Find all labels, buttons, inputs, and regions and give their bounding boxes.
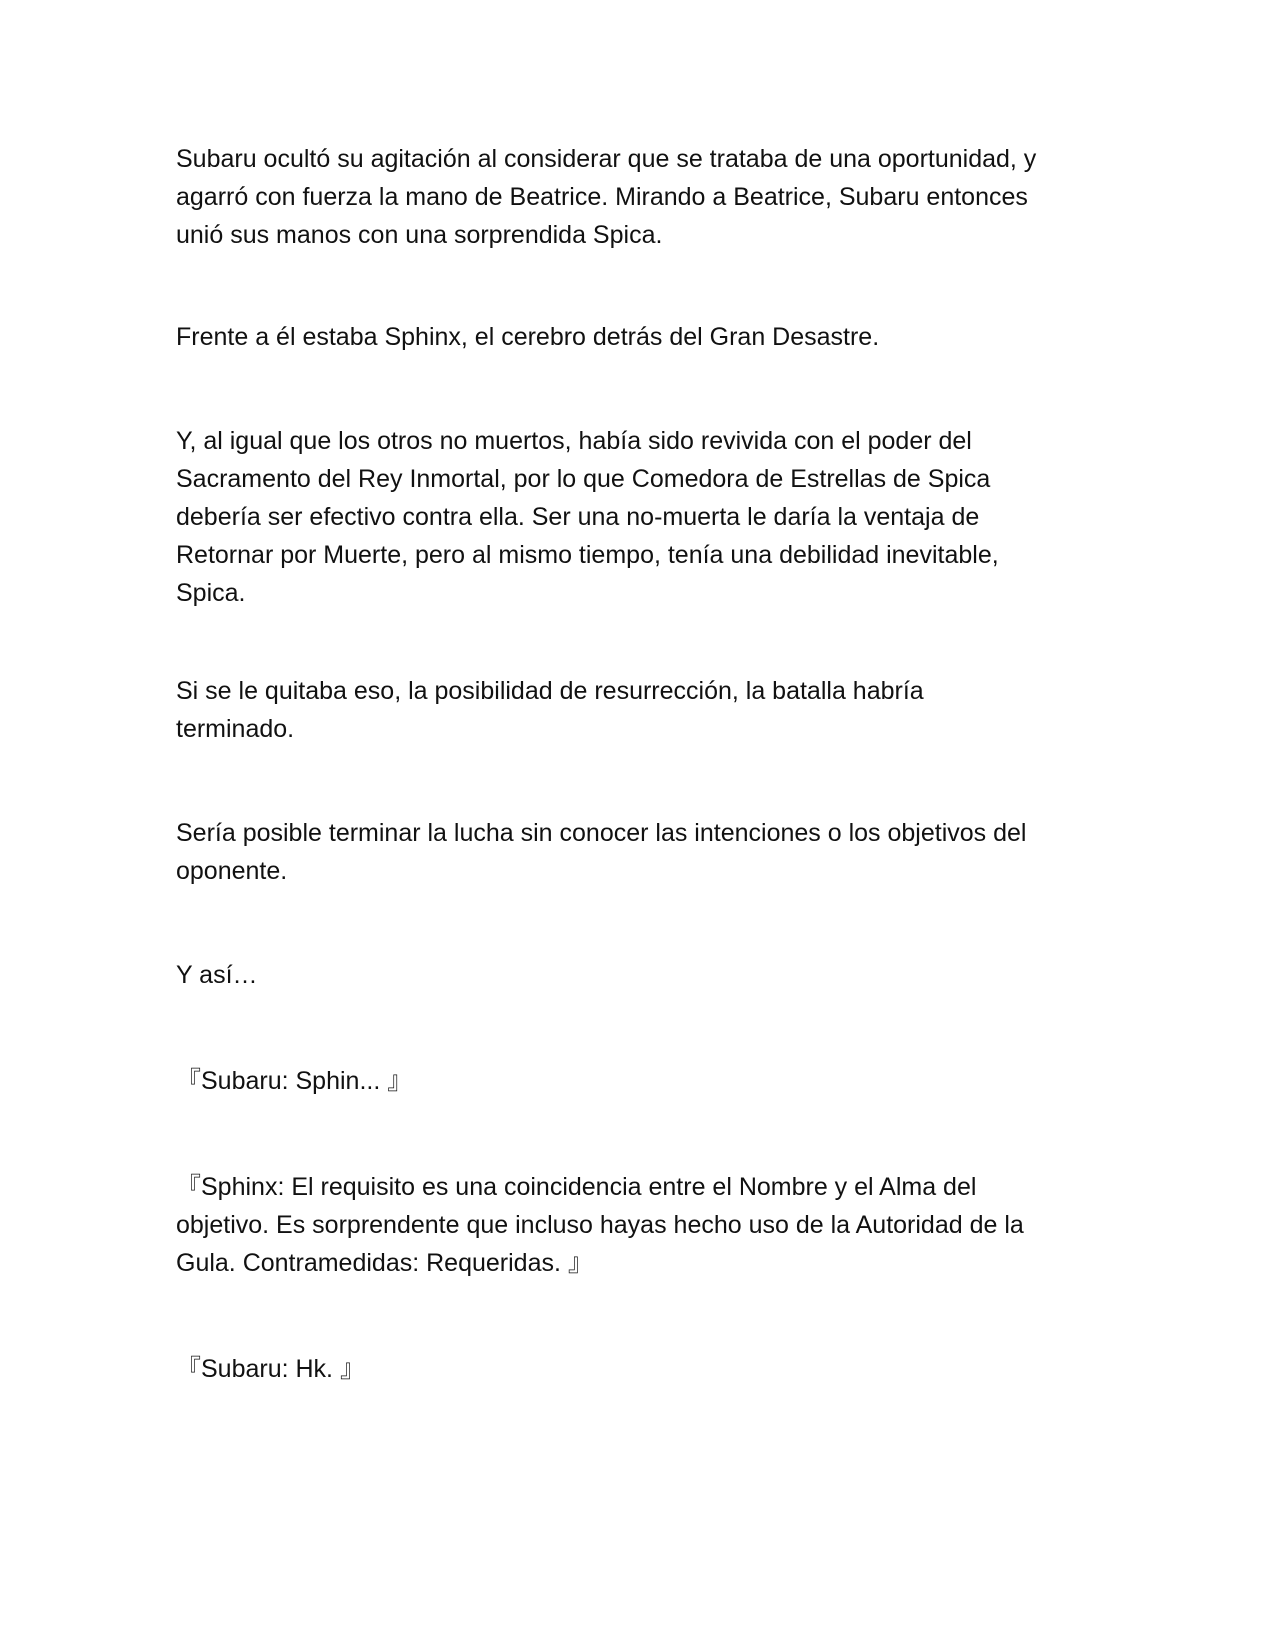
paragraph-undead-weakness — [176, 422, 1106, 612]
text-line: agarró con fuerza la mano de Beatrice. Mirando a Beatrice, Subaru entonces — [176, 183, 1028, 211]
text-line: Y, al igual que los otros no muertos, había sido revivida con el poder del — [176, 427, 972, 455]
text-line: oponente. — [176, 857, 288, 885]
text-line: Sacramento del Rey Inmortal, por lo que Comedora de Estrellas de Spica — [176, 465, 991, 493]
text-line: Frente a él estaba Sphinx, el cerebro detrás del Gran Desastre. — [176, 323, 880, 351]
paragraph-end-fight — [176, 814, 1106, 890]
dialogue-subaru-hk — [176, 1350, 1106, 1388]
text-line: objetivo. Es sorprendente que incluso hayas hecho uso de la Autoridad de la — [176, 1211, 1024, 1239]
text-line: Subaru ocultó su agitación al considerar que se trataba de una oportunidad, y — [176, 145, 1037, 173]
paragraph-y-asi — [176, 956, 1106, 994]
text-line: Y así… — [176, 961, 258, 989]
text-line: Sería posible terminar la lucha sin conocer las intenciones o los objetivos del — [176, 819, 1027, 847]
text-line: debería ser efectivo contra ella. Ser una no-muerta le daría la ventaja de — [176, 503, 980, 531]
text-line: 『Subaru: Sphin... 』 — [176, 1067, 413, 1095]
text-line: Si se le quitaba eso, la posibilidad de resurrección, la batalla habría — [176, 677, 924, 705]
text-line: terminado. — [176, 715, 295, 743]
text-line: 『Sphinx: El requisito es una coincidencia entre el Nombre y el Alma del — [176, 1173, 977, 1201]
paragraph-subaru-grip — [176, 140, 1106, 254]
dialogue-sphinx-requirement — [176, 1168, 1106, 1282]
text-line: Spica. — [176, 579, 246, 607]
text-line: unió sus manos con una sorprendida Spica. — [176, 221, 663, 249]
text-line: 『Subaru: Hk. 』 — [176, 1355, 365, 1383]
dialogue-subaru-sphin — [176, 1062, 1106, 1100]
paragraph-sphinx-mastermind — [176, 318, 1106, 356]
paragraph-resurrection — [176, 672, 1106, 748]
text-line: Retornar por Muerte, pero al mismo tiempo, tenía una debilidad inevitable, — [176, 541, 999, 569]
text-line: Gula. Contramedidas: Requeridas. 』 — [176, 1249, 593, 1277]
